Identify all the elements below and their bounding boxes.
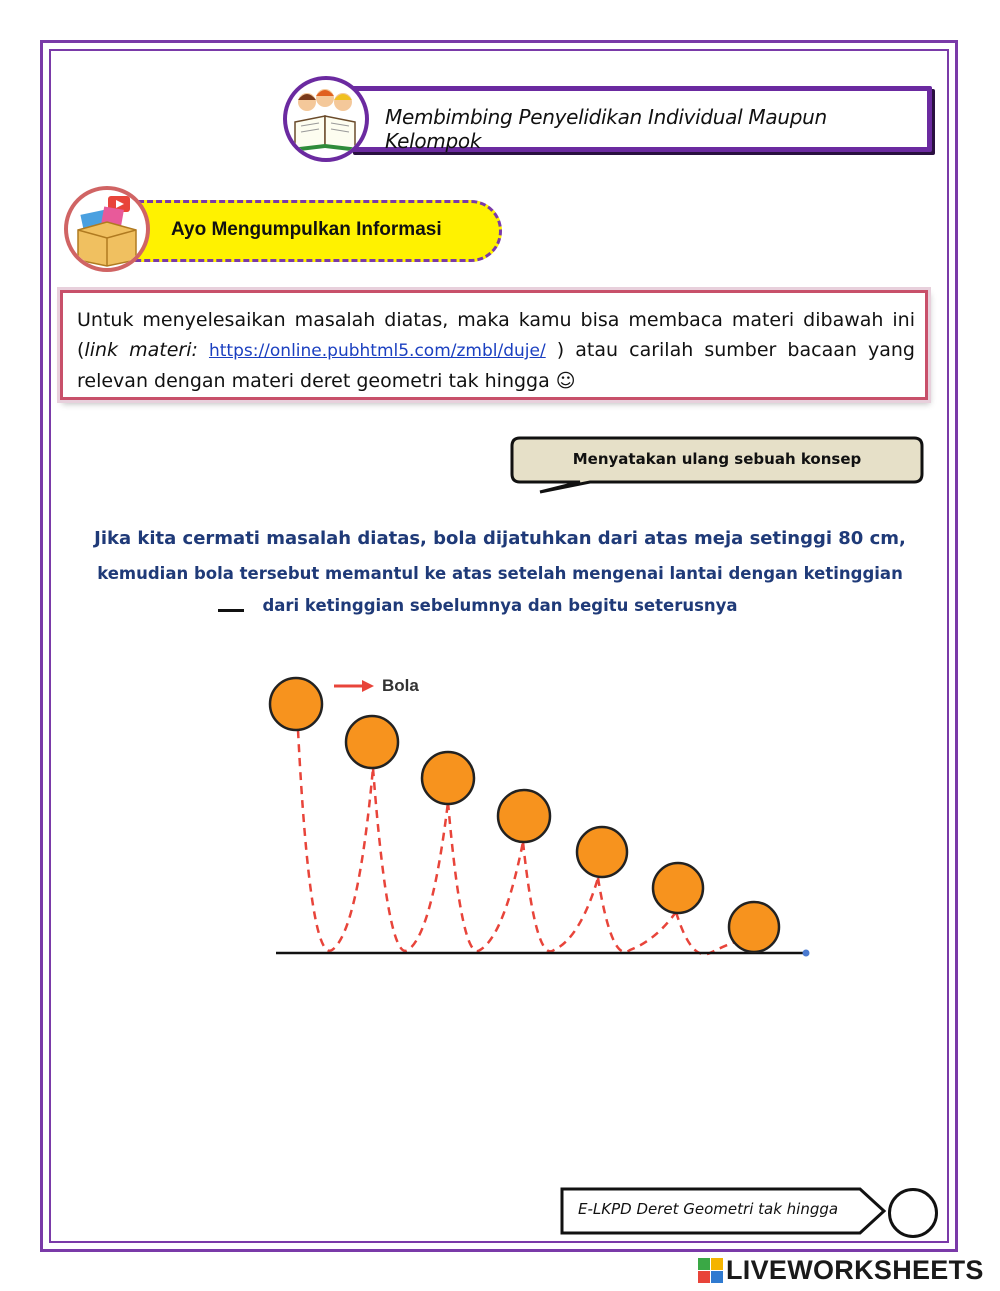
information-box (60, 290, 928, 400)
liveworksheets-logo-icon (698, 1256, 724, 1286)
ball-7 (729, 902, 779, 952)
section-title: Ayo Mengumpulkan Informasi (171, 219, 442, 240)
brand-name: LIVEWORKSHEETS (726, 1255, 984, 1285)
concept-label: Menyatakan ulang sebuah konsep (572, 450, 862, 468)
link-label: link materi: (84, 339, 198, 361)
ball-4 (498, 790, 550, 842)
page-number-circle (888, 1188, 938, 1238)
ball-3 (422, 752, 474, 804)
bouncing-ball-figure (198, 672, 824, 964)
problem-line-3: dari ketinggian sebelumnya dan begitu seterusnya (262, 596, 738, 615)
ball-5 (577, 827, 627, 877)
problem-line-1: Jika kita cermati masalah diatas, bola dijatuhkan dari atas meja setinggi 80 cm, (94, 528, 906, 549)
kids-reading-book-icon (283, 76, 369, 162)
header-banner (350, 86, 932, 152)
ball-2 (346, 716, 398, 768)
problem-line-2: kemudian bola tersebut memantul ke atas setelah mengenai lantai dengan ketinggian (97, 564, 903, 583)
footer-label: E-LKPD Deret Geometri tak hingga (578, 1200, 839, 1218)
information-text (77, 305, 915, 396)
info-text-before: Untuk menyelesaikan masalah diatas, maka kamu bisa membaca materi dibawah ini ( (77, 309, 915, 361)
ball-6 (653, 863, 703, 913)
concept-speech-bubble (510, 436, 924, 482)
ball-label: Bola (382, 676, 419, 695)
material-link[interactable]: https://online.pubhtml5.com/zmbl/duje/ (208, 341, 546, 361)
section-heading-pill (110, 200, 502, 262)
header-title: Membimbing Penyelidikan Individual Maupun Kelompok (385, 105, 827, 153)
ball-1 (270, 678, 322, 730)
info-text-after: ) atau carilah sumber bacaan yang relevan dengan materi deret geometri tak hingga ☺ (77, 339, 915, 392)
information-box-icon (64, 186, 150, 272)
